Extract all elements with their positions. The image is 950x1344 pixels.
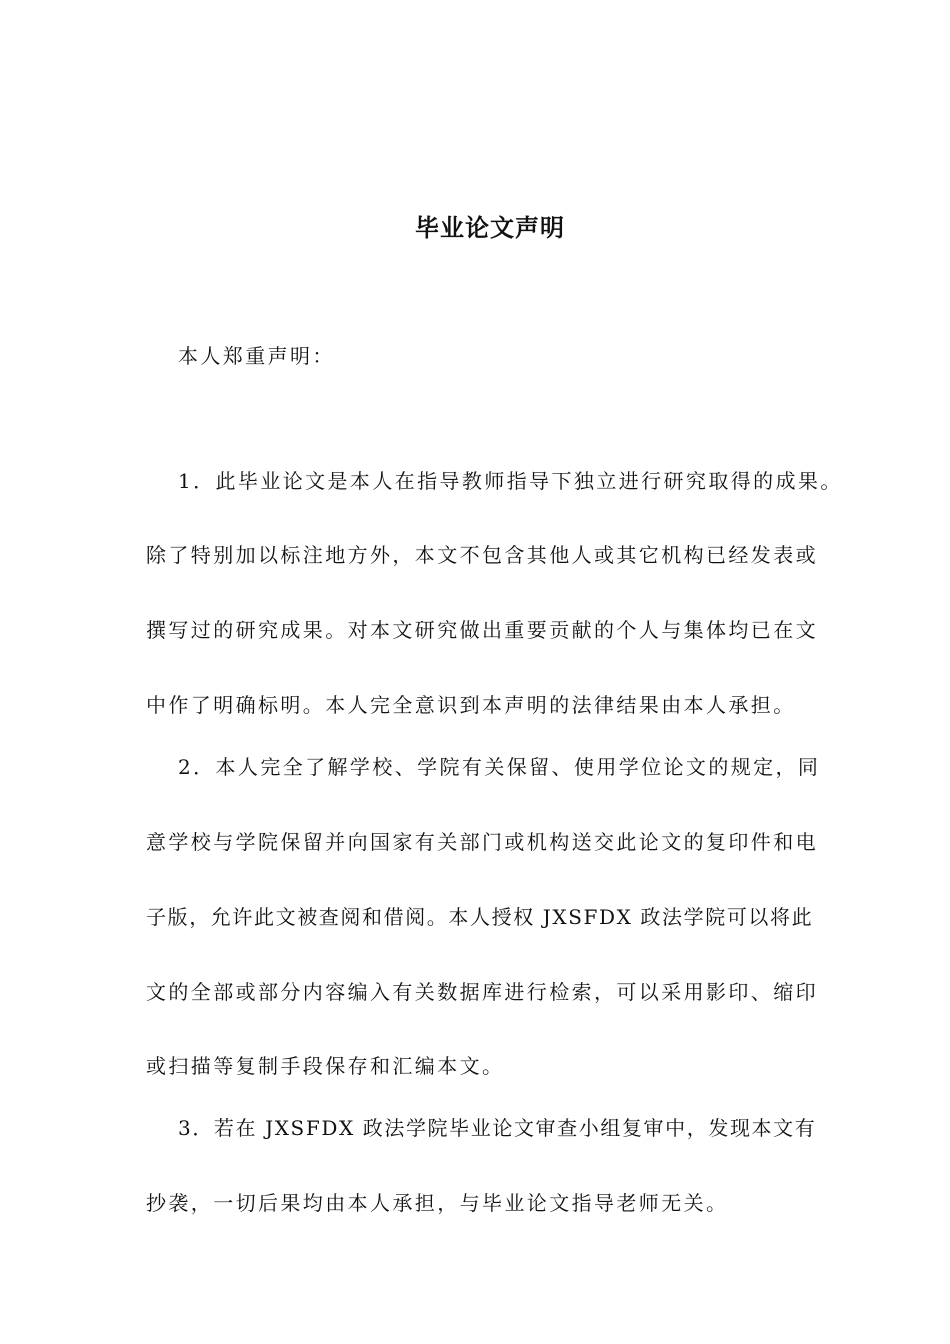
paragraph-line: 子版，允许此文被查阅和借阅。本人授权 JXSFDX 政法学院可以将此 bbox=[146, 905, 814, 929]
document-title: 毕业论文声明 bbox=[415, 214, 565, 242]
paragraph-line: 1．此毕业论文是本人在指导教师指导下独立进行研究取得的成果。 bbox=[178, 469, 843, 493]
paragraph-line: 中作了明确标明。本人完全意识到本声明的法律结果由本人承担。 bbox=[146, 693, 796, 717]
declaration-opening: 本人郑重声明： bbox=[178, 344, 335, 368]
paragraph-line: 3．若在 JXSFDX 政法学院毕业论文审查小组复审中，发现本文有 bbox=[178, 1116, 817, 1140]
paragraph-line: 除了特别加以标注地方外，本文不包含其他人或其它机构已经发表或 bbox=[146, 543, 818, 567]
paragraph-line: 文的全部或部分内容编入有关数据库进行检索，可以采用影印、缩印 bbox=[146, 980, 818, 1004]
paragraph-line: 2．本人完全了解学校、学院有关保留、使用学位论文的规定，同 bbox=[178, 755, 821, 779]
paragraph-line: 抄袭，一切后果均由本人承担，与毕业论文指导老师无关。 bbox=[146, 1191, 729, 1215]
paragraph-line: 撰写过的研究成果。对本文研究做出重要贡献的个人与集体均已在文 bbox=[146, 618, 818, 642]
paragraph-line: 或扫描等复制手段保存和汇编本文。 bbox=[146, 1054, 505, 1078]
paragraph-line: 意学校与学院保留并向国家有关部门或机构送交此论文的复印件和电 bbox=[146, 830, 818, 854]
